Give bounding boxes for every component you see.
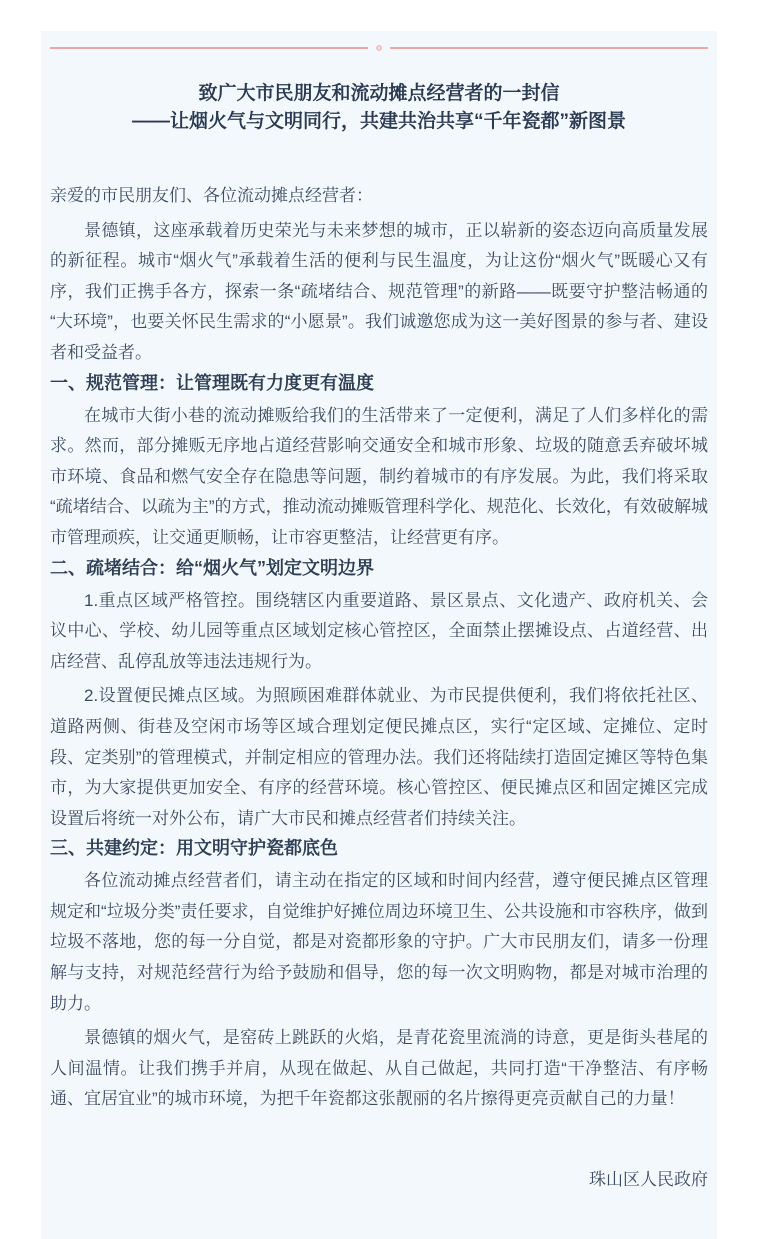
divider-line-left bbox=[50, 47, 368, 49]
salutation: 亲爱的市民朋友们、各位流动摊点经营者： bbox=[50, 186, 373, 205]
title-line-main: 致广大市民朋友和流动摊点经营者的一封信 bbox=[198, 83, 560, 104]
section-3-paragraph-1: 各位流动摊点经营者们，请主动在指定的区域和时间内经营，遵守便民摊点区管理规定和“垃圾分类”责任要求，自觉维护好摊位周边环境卫生、公共设施和市容秩序，做到垃圾不落地，您的每一分自觉，都是对瓷都形象的守护。广大市民朋友们，请多一份理解与支持，对规范经营行为给予鼓励和倡导，您的每一次文明购物，都是对城市治理的助力。 bbox=[50, 871, 708, 1013]
top-divider bbox=[50, 43, 708, 53]
divider-line-right bbox=[390, 47, 708, 49]
signature: 珠山区人民政府 bbox=[589, 1170, 708, 1190]
title-line-subtitle: ——让烟火气与文明同行，共建共治共享“千年瓷都”新图景 bbox=[131, 111, 626, 132]
section-2-paragraph-2: 2.设置便民摊点区域。为照顾困难群体就业、为市民提供便利，我们将依托社区、道路两侧、街巷及空闲市场等区域合理划定便民摊点区，实行“定区域、定摊位、定时段、定类别”的管理模式，并制定相应的管理办法。我们还将陆续打造固定摊区等特色集市，为大家提供更加安全、有序的经营环境。核心管控区、便民摊点区和固定摊区完成设置后将统一对外公布，请广大市民和摊点经营者们持续关注。 bbox=[50, 686, 708, 828]
letter-panel bbox=[41, 31, 717, 1239]
intro-paragraph: 景德镇，这座承载着历史荣光与未来梦想的城市，正以崭新的姿态迈向高质量发展的新征程。城市“烟火气”承载着生活的便利与民生温度，为让这份“烟火气”既暖心又有序，我们正携手各方，探索一条“疏堵结合、规范管理”的新路——既要守护整洁畅通的“大环境”，也要关怀民生需求的“小愿景”。我们诚邀您成为这一美好图景的参与者、建设者和受益者。 bbox=[50, 220, 708, 362]
section-2-paragraph-1: 1.重点区域严格管控。围绕辖区内重要道路、景区景点、文化遗产、政府机关、会议中心、学校、幼儿园等重点区域划定核心管控区，全面禁止摆摊设点、占道经营、出店经营、乱停乱放等违法违规行为。 bbox=[50, 590, 708, 671]
section-3-paragraph-2: 景德镇的烟火气，是窑砖上跳跃的火焰，是青花瓷里流淌的诗意，更是街头巷尾的人间温情。让我们携手并肩，从现在做起、从自己做起，共同打造“干净整洁、有序畅通、宜居宜业”的城市环境，为把千年瓷都这张靓丽的名片擦得更亮贡献自己的力量！ bbox=[50, 1028, 708, 1109]
section-1-heading: 一、规范管理：让管理既有力度更有温度 bbox=[50, 372, 374, 393]
section-1-paragraph: 在城市大街小巷的流动摊贩给我们的生活带来了一定便利，满足了人们多样化的需求。然而，部分摊贩无序地占道经营影响交通安全和城市形象、垃圾的随意丢弃破坏城市环境、食品和燃气安全存在隐患等问题，制约着城市的有序发展。为此，我们将采取“疏堵结合、以疏为主”的方式，推动流动摊贩管理科学化、规范化、长效化，有效破解城市管理顽疾，让交通更顺畅，让市容更整洁，让经营更有序。 bbox=[50, 405, 708, 547]
divider-circle-icon bbox=[376, 45, 382, 51]
letter-title bbox=[50, 80, 708, 136]
section-2-heading: 二、疏堵结合：给“烟火气”划定文明边界 bbox=[50, 557, 374, 578]
section-3-heading: 三、共建约定：用文明守护瓷都底色 bbox=[50, 838, 338, 859]
